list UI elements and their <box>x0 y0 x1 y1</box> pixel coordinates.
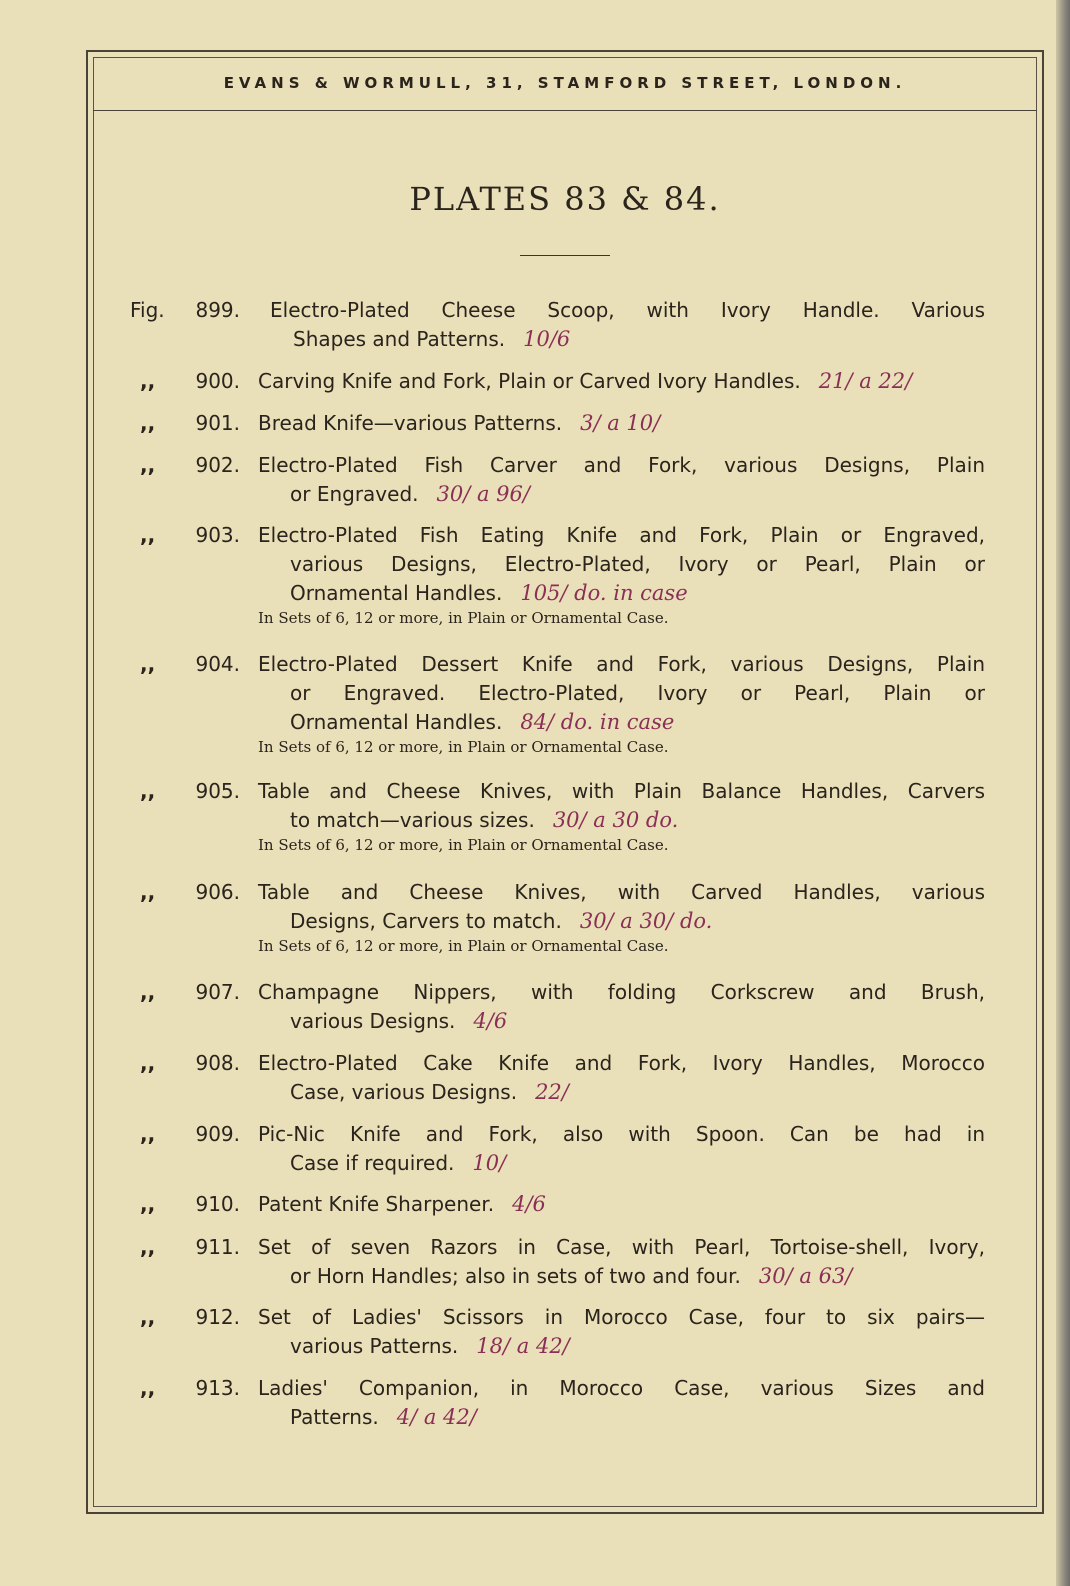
ditto-mark: ,, <box>140 369 156 393</box>
figure-number: 907. <box>195 980 240 1004</box>
ditto-mark: ,, <box>140 453 156 477</box>
description-line: Electro-Plated Fish Carver and Fork, various Designs, Plain <box>258 453 985 477</box>
figure-number: 909. <box>195 1122 240 1146</box>
ditto-mark: ,, <box>140 652 156 676</box>
description-line: Ornamental Handles. 105/ do. in case <box>290 581 688 605</box>
handwritten-price: 30/ a 30/ do. <box>579 909 713 933</box>
page-title: PLATES 83 & 84. <box>409 180 721 218</box>
handwritten-price: 18/ a 42/ <box>476 1334 570 1358</box>
description-line: Set of Ladies' Scissors in Morocco Case, four to six pairs— <box>258 1305 985 1329</box>
figure-number: 903. <box>195 523 240 547</box>
description-line: Patterns. 4/ a 42/ <box>290 1405 477 1429</box>
description-line: various Patterns. 18/ a 42/ <box>290 1334 570 1358</box>
description-line: Table and Cheese Knives, with Carved Handles, various <box>258 880 985 904</box>
description-line: Shapes and Patterns. 10/6 <box>293 327 571 351</box>
figure-number: 905. <box>195 779 240 803</box>
ditto-mark: ,, <box>140 1192 156 1216</box>
sets-note: In Sets of 6, 12 or more, in Plain or Ornamental Case. <box>258 738 669 756</box>
title-rule <box>520 255 610 256</box>
description-line: Electro-Plated Cheese Scoop, with Ivory Handle. Various <box>270 298 985 322</box>
description-line: Electro-Plated Dessert Knife and Fork, various Designs, Plain <box>258 652 985 676</box>
description-line: various Designs. 4/6 <box>290 1009 508 1033</box>
ditto-mark: ,, <box>140 980 156 1004</box>
figure-number: 904. <box>195 652 240 676</box>
description-line: Case if required. 10/ <box>290 1151 507 1175</box>
handwritten-price: 3/ a 10/ <box>580 411 661 435</box>
figure-number: 913. <box>195 1376 240 1400</box>
ditto-mark: ,, <box>140 1122 156 1146</box>
handwritten-price: 10/ <box>472 1151 507 1175</box>
description-line: Bread Knife—various Patterns. 3/ a 10/ <box>258 411 661 435</box>
page-edge <box>1056 0 1070 1586</box>
description-line: various Designs, Electro-Plated, Ivory or Pearl, Plain or <box>290 552 985 576</box>
handwritten-price: 21/ a 22/ <box>818 369 913 393</box>
description-line: Champagne Nippers, with folding Corkscrew and Brush, <box>258 980 985 1004</box>
description-line: Patent Knife Sharpener. 4/6 <box>258 1192 546 1216</box>
description-line: or Horn Handles; also in sets of two and four. 30/ a 63/ <box>290 1264 853 1288</box>
publisher-imprint: EVANS & WORMULL, 31, STAMFORD STREET, LONDON. <box>223 74 907 92</box>
handwritten-price: 30/ a 63/ <box>758 1264 853 1288</box>
handwritten-price: 4/6 <box>473 1009 508 1033</box>
description-line: Table and Cheese Knives, with Plain Balance Handles, Carvers <box>258 779 985 803</box>
description-line: Carving Knife and Fork, Plain or Carved Ivory Handles. 21/ a 22/ <box>258 369 913 393</box>
figure-number: 910. <box>195 1192 240 1216</box>
ditto-mark: ,, <box>140 880 156 904</box>
handwritten-price: 84/ do. in case <box>520 710 675 734</box>
description-line: or Engraved. Electro-Plated, Ivory or Pearl, Plain or <box>290 681 985 705</box>
header-rule <box>93 110 1037 111</box>
description-line: or Engraved. 30/ a 96/ <box>290 482 530 506</box>
description-line: Designs, Carvers to match. 30/ a 30/ do. <box>290 909 713 933</box>
ditto-mark: ,, <box>140 523 156 547</box>
description-line: Set of seven Razors in Case, with Pearl, Tortoise-shell, Ivory, <box>258 1235 985 1259</box>
description-line: Electro-Plated Cake Knife and Fork, Ivory Handles, Morocco <box>258 1051 985 1075</box>
ditto-mark: ,, <box>140 1051 156 1075</box>
handwritten-price: 4/ a 42/ <box>396 1405 477 1429</box>
figure-number: 908. <box>195 1051 240 1075</box>
sets-note: In Sets of 6, 12 or more, in Plain or Ornamental Case. <box>258 937 669 955</box>
handwritten-price: 105/ do. in case <box>520 581 688 605</box>
description-line: Ornamental Handles. 84/ do. in case <box>290 710 675 734</box>
sets-note: In Sets of 6, 12 or more, in Plain or Ornamental Case. <box>258 836 669 854</box>
figure-number: 912. <box>195 1305 240 1329</box>
handwritten-price: 22/ <box>535 1080 569 1104</box>
fig-label: Fig. <box>130 298 165 322</box>
figure-number: 906. <box>195 880 240 904</box>
figure-number: 902. <box>195 453 240 477</box>
description-line: Pic-Nic Knife and Fork, also with Spoon. Can be had in <box>258 1122 985 1146</box>
figure-number: 899. <box>195 298 240 322</box>
ditto-mark: ,, <box>140 1376 156 1400</box>
description-line: Electro-Plated Fish Eating Knife and Fork, Plain or Engraved, <box>258 523 985 547</box>
figure-number: 900. <box>195 369 240 393</box>
handwritten-price: 30/ a 96/ <box>436 482 530 506</box>
ditto-mark: ,, <box>140 411 156 435</box>
ditto-mark: ,, <box>140 779 156 803</box>
handwritten-price: 10/6 <box>523 327 571 351</box>
ditto-mark: ,, <box>140 1305 156 1329</box>
sets-note: In Sets of 6, 12 or more, in Plain or Ornamental Case. <box>258 609 669 627</box>
figure-number: 911. <box>195 1235 240 1259</box>
description-line: Case, various Designs. 22/ <box>290 1080 569 1104</box>
figure-number: 901. <box>195 411 240 435</box>
description-line: Ladies' Companion, in Morocco Case, various Sizes and <box>258 1376 985 1400</box>
handwritten-price: 30/ a 30 do. <box>552 808 679 832</box>
description-line: to match—various sizes. 30/ a 30 do. <box>290 808 679 832</box>
handwritten-price: 4/6 <box>512 1192 546 1216</box>
ditto-mark: ,, <box>140 1235 156 1259</box>
